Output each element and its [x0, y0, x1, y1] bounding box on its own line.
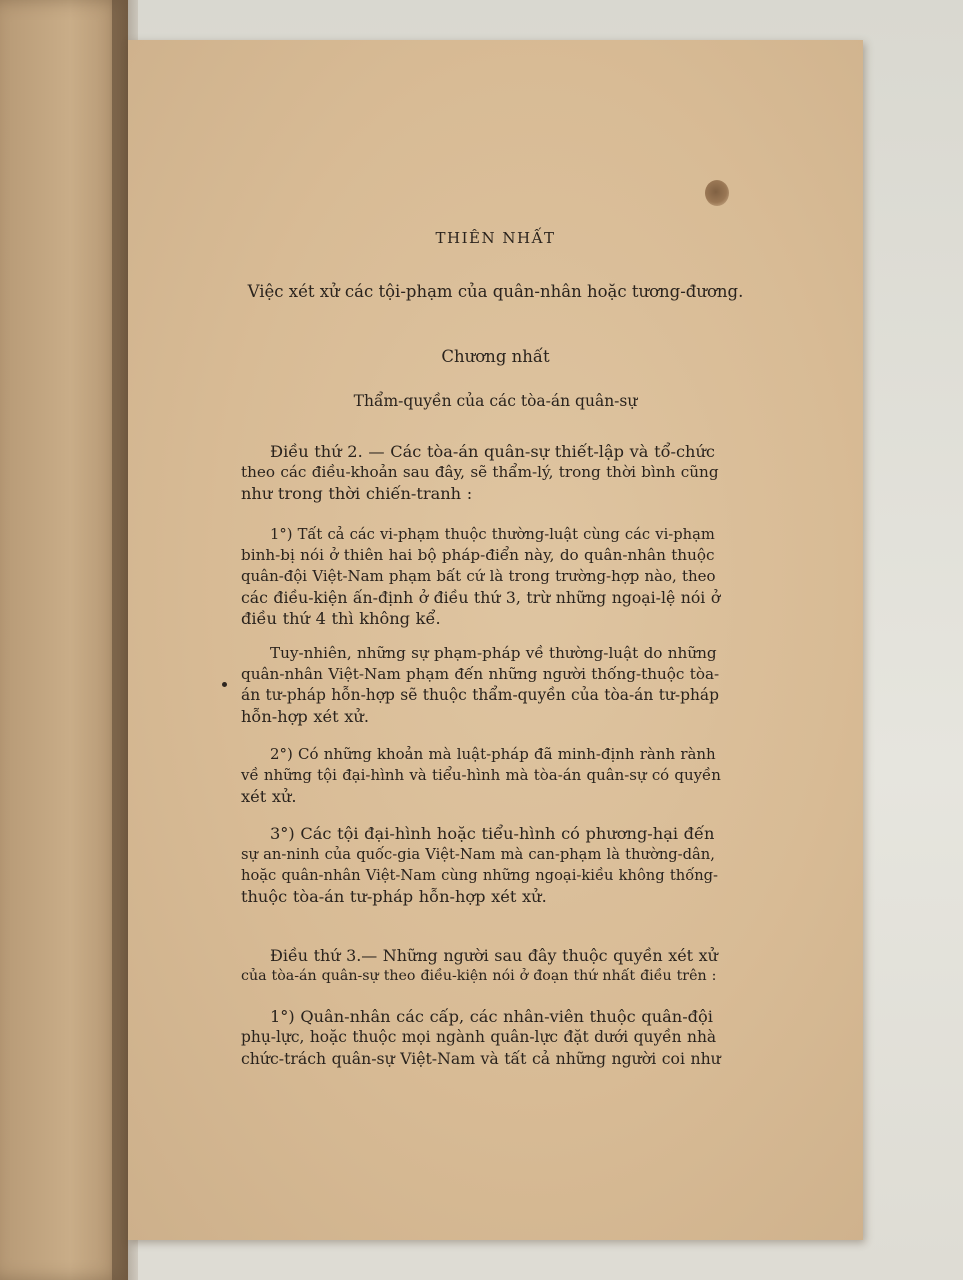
article-2-item-3 [241, 823, 721, 907]
article-3-intro [241, 945, 721, 987]
article-2-item-2 [241, 744, 721, 807]
text-line: quân-nhân Việt-Nam phạm đến những người thống-thuộc tòa- [241, 665, 720, 683]
text-line: Tuy-nhiên, những sự phạm-pháp về thường-luật do những [270, 644, 717, 662]
left-page-edge [0, 0, 128, 1280]
text-line: quân-đội Việt-Nam phạm bất cứ là trong trường-hợp nào, theo [241, 567, 716, 585]
chapter-title: Chương nhất [441, 347, 550, 366]
part-title: THIÊN NHẤT [435, 229, 556, 247]
text-line: phụ-lực, hoặc thuộc mọi ngành quân-lực đặt dưới quyền nhà [241, 1028, 717, 1046]
text-line: án tư-pháp hỗn-hợp sẽ thuộc thẩm-quyền của tòa-án tư-pháp [241, 686, 720, 704]
chapter-subtitle: Thẩm-quyền của các tòa-án quân-sự [353, 392, 638, 410]
text-line: Điều thứ 3.— Những người sau đây thuộc quyền xét xử [270, 946, 718, 965]
text-line: về những tội đại-hình và tiểu-hình mà tòa-án quân-sự có quyền [241, 766, 721, 784]
margin-dot [222, 682, 227, 687]
book-page [128, 40, 863, 1240]
article-2-item-1 [241, 524, 721, 629]
article-2-exception [241, 643, 721, 727]
text-line: 2°) Có những khoản mà luật-pháp đã minh-định rành rành [270, 745, 716, 763]
text-line: hoặc quân-nhân Việt-Nam cùng những ngoại-kiều không thống- [241, 867, 719, 884]
text-line: xét xử. [241, 787, 297, 806]
text-line: 1°) Tất cả các vi-phạm thuộc thường-luật cùng các vi-phạm [270, 526, 715, 543]
text-line: 3°) Các tội đại-hình hoặc tiểu-hình có phương-hại đến [270, 824, 715, 843]
text-line: theo các điều-khoản sau đây, sẽ thẩm-lý, trong thời bình cũng [241, 463, 719, 481]
article-3-item-1 [241, 1006, 721, 1069]
text-line: 1°) Quân-nhân các cấp, các nhân-viên thuộc quân-đội [270, 1007, 713, 1026]
text-line: chức-trách quân-sự Việt-Nam và tất cả những người coi như [241, 1049, 721, 1068]
text-line: như trong thời chiến-tranh : [241, 484, 473, 503]
text-line: binh-bị nói ở thiên hai bộ pháp-điển này, do quân-nhân thuộc [241, 546, 715, 564]
text-line: hỗn-hợp xét xử. [241, 707, 369, 726]
text-line: của tòa-án quân-sự theo điều-kiện nói ở đoạn thứ nhất điều trên : [241, 968, 717, 984]
text-line: thuộc tòa-án tư-pháp hỗn-hợp xét xử. [241, 887, 547, 906]
text-line: các điều-kiện ấn-định ở điều thứ 3, trừ những ngoại-lệ nói ở [241, 588, 721, 607]
text-line: điều thứ 4 thì không kể. [241, 609, 441, 628]
ink-stain [705, 180, 729, 206]
article-2-intro [241, 441, 721, 504]
text-line: Điều thứ 2. — Các tòa-án quân-sự thiết-lập và tổ-chức [270, 442, 715, 461]
text-line: sự an-ninh của quốc-gia Việt-Nam mà can-phạm là thường-dân, [241, 846, 715, 863]
part-subtitle: Việc xét xử các tội-phạm của quân-nhân hoặc tương-đương. [247, 282, 744, 301]
